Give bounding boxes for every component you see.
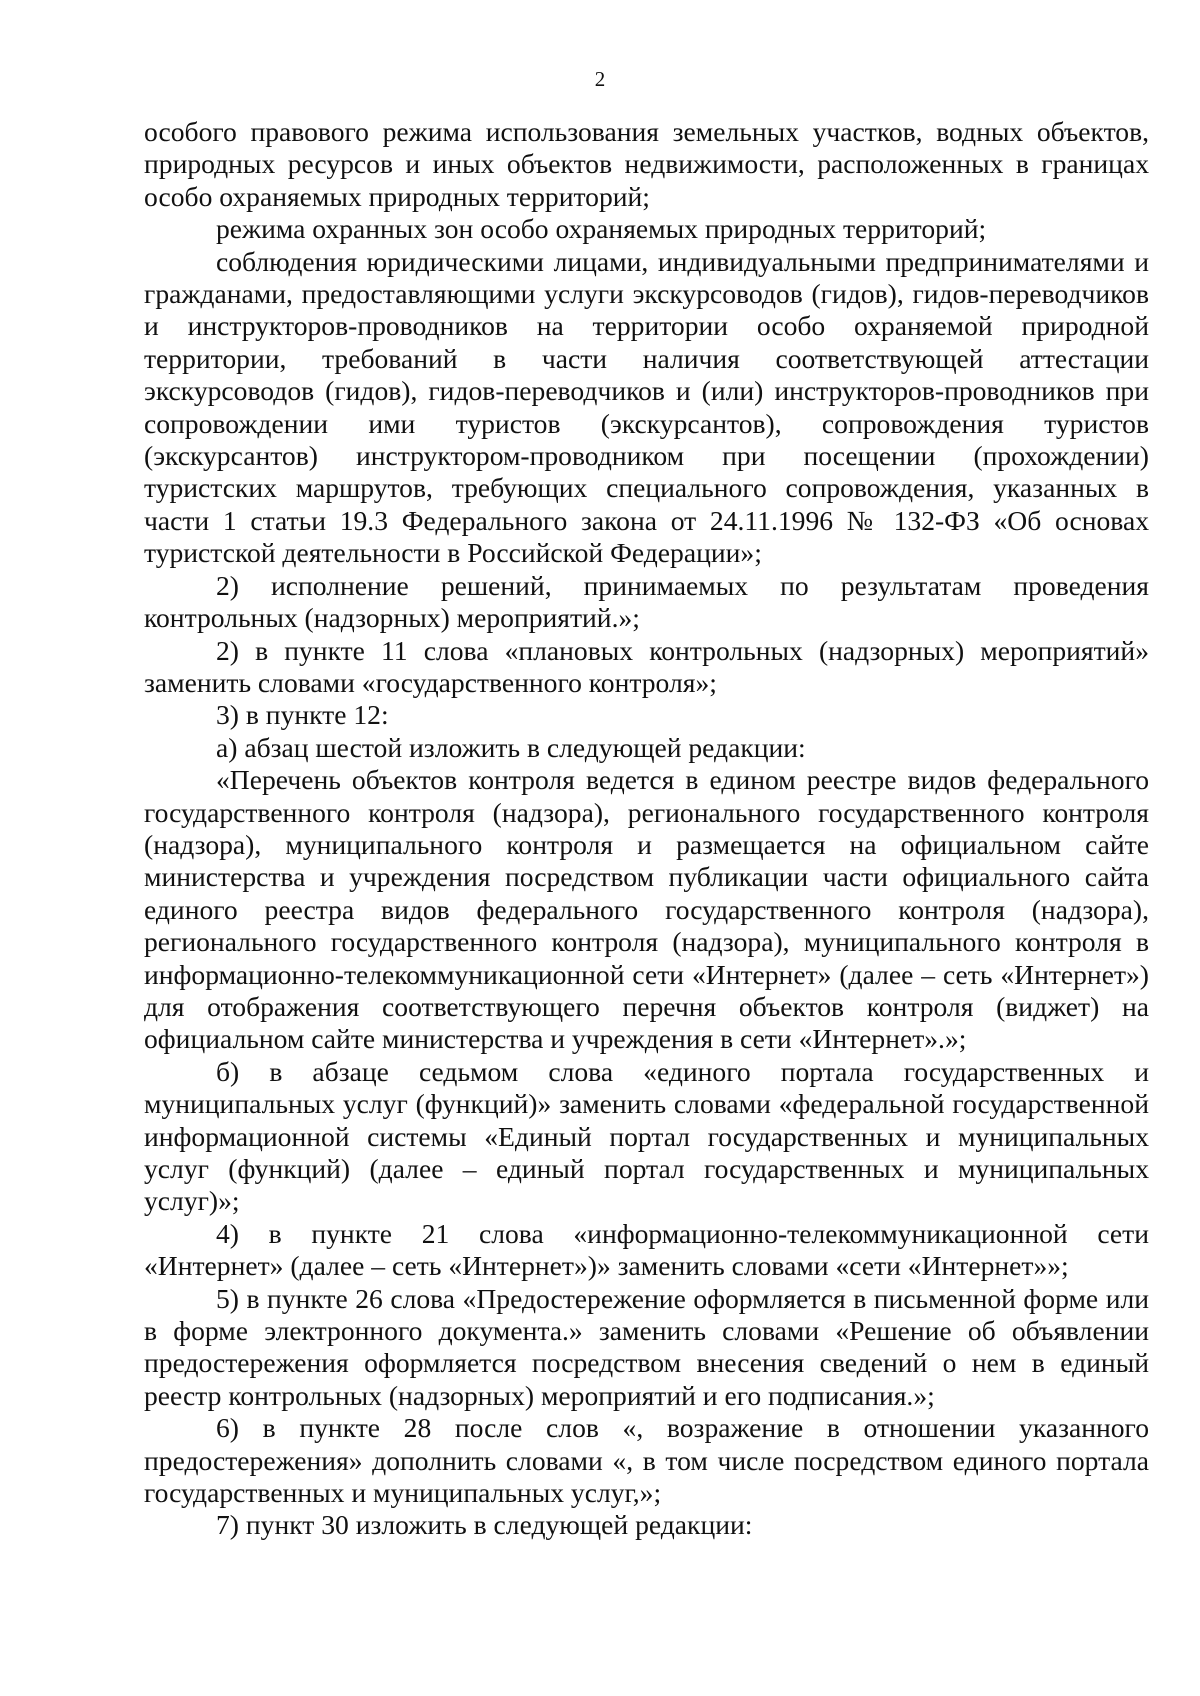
paragraph: соблюдения юридическими лицами, индивидуальными предпринимателями и гражданами, предоставляющими услуги экскурсоводов (гидов), гидов-переводчиков и инструкторов-проводников на территории особо охраняемой природной территории, требований в части наличия соответствующей аттестации экскурсоводов (гидов), гидов-переводчиков и (или) инструкторов-проводников при сопровождении ими туристов (экскурсантов), сопровождения туристов (экскурсантов) инструктором-проводником при посещении (прохождении) туристских маршрутов, требующих специального сопровождения, указанных в части 1 статьи 19.3 Федерального закона от 24.11.1996 № 132-ФЗ «Об основах туристской деятельности в Российской Федерации»; [144,245,1149,569]
paragraph: б) в абзаце седьмом слова «единого портала государственных и муниципальных услуг (функций)» заменить словами «федеральной государственной информационной системы «Единый портал государственных и муниципальных услуг (функций) (далее – единый портал государственных и муниципальных услуг)»; [144,1055,1149,1217]
document-body [144,116,1149,1542]
paragraph: особого правового режима использования земельных участков, водных объектов, природных ресурсов и иных объектов недвижимости, расположенных в границах особо охраняемых природных территорий; [144,116,1149,212]
page-number: 2 [594,67,606,91]
paragraph: 5) в пункте 26 слова «Предостережение оформляется в письменной форме или в форме электронного документа.» заменить словами «Решение об объявлении предостережения оформляется посредством внесения сведений о нем в единый реестр контрольных (надзорных) мероприятий и его подписания.»; [144,1282,1149,1411]
paragraph: а) абзац шестой изложить в следующей редакции: [216,731,806,763]
paragraph: 4) в пункте 21 слова «информационно-телекоммуникационной сети «Интернет» (далее – сеть «Интернет»)» заменить словами «сети «Интернет»»; [144,1217,1149,1282]
paragraph: 2) в пункте 11 слова «плановых контрольных (надзорных) мероприятий» заменить словами «государственного контроля»; [144,634,1149,698]
paragraph: 2) исполнение решений, принимаемых по результатам проведения контрольных (надзорных) мероприятий.»; [144,569,1149,634]
paragraph: 7) пункт 30 изложить в следующей редакции: [216,1509,753,1541]
paragraph: режима охранных зон особо охраняемых природных территорий; [216,213,987,245]
paragraph: 6) в пункте 28 после слов «, возражение в отношении указанного предостережения» дополнить словами «, в том числе посредством единого портала государственных и муниципальных услуг,»; [144,1412,1149,1509]
paragraph: «Перечень объектов контроля ведется в едином реестре видов федерального государственного контроля (надзора), регионального государственного контроля (надзора), муниципального контроля и размещается на официальном сайте министерства и учреждения посредством публикации части официального сайта единого реестра видов федерального государственного контроля (надзора), регионального государственного контроля (надзора), муниципального контроля в информационно-телекоммуникационной сети «Интернет» (далее – сеть «Интернет») для отображения соответствующего перечня объектов контроля (виджет) на официальном сайте министерства и учреждения в сети «Интернет».»; [144,764,1149,1055]
paragraph: 3) в пункте 12: [216,699,389,731]
